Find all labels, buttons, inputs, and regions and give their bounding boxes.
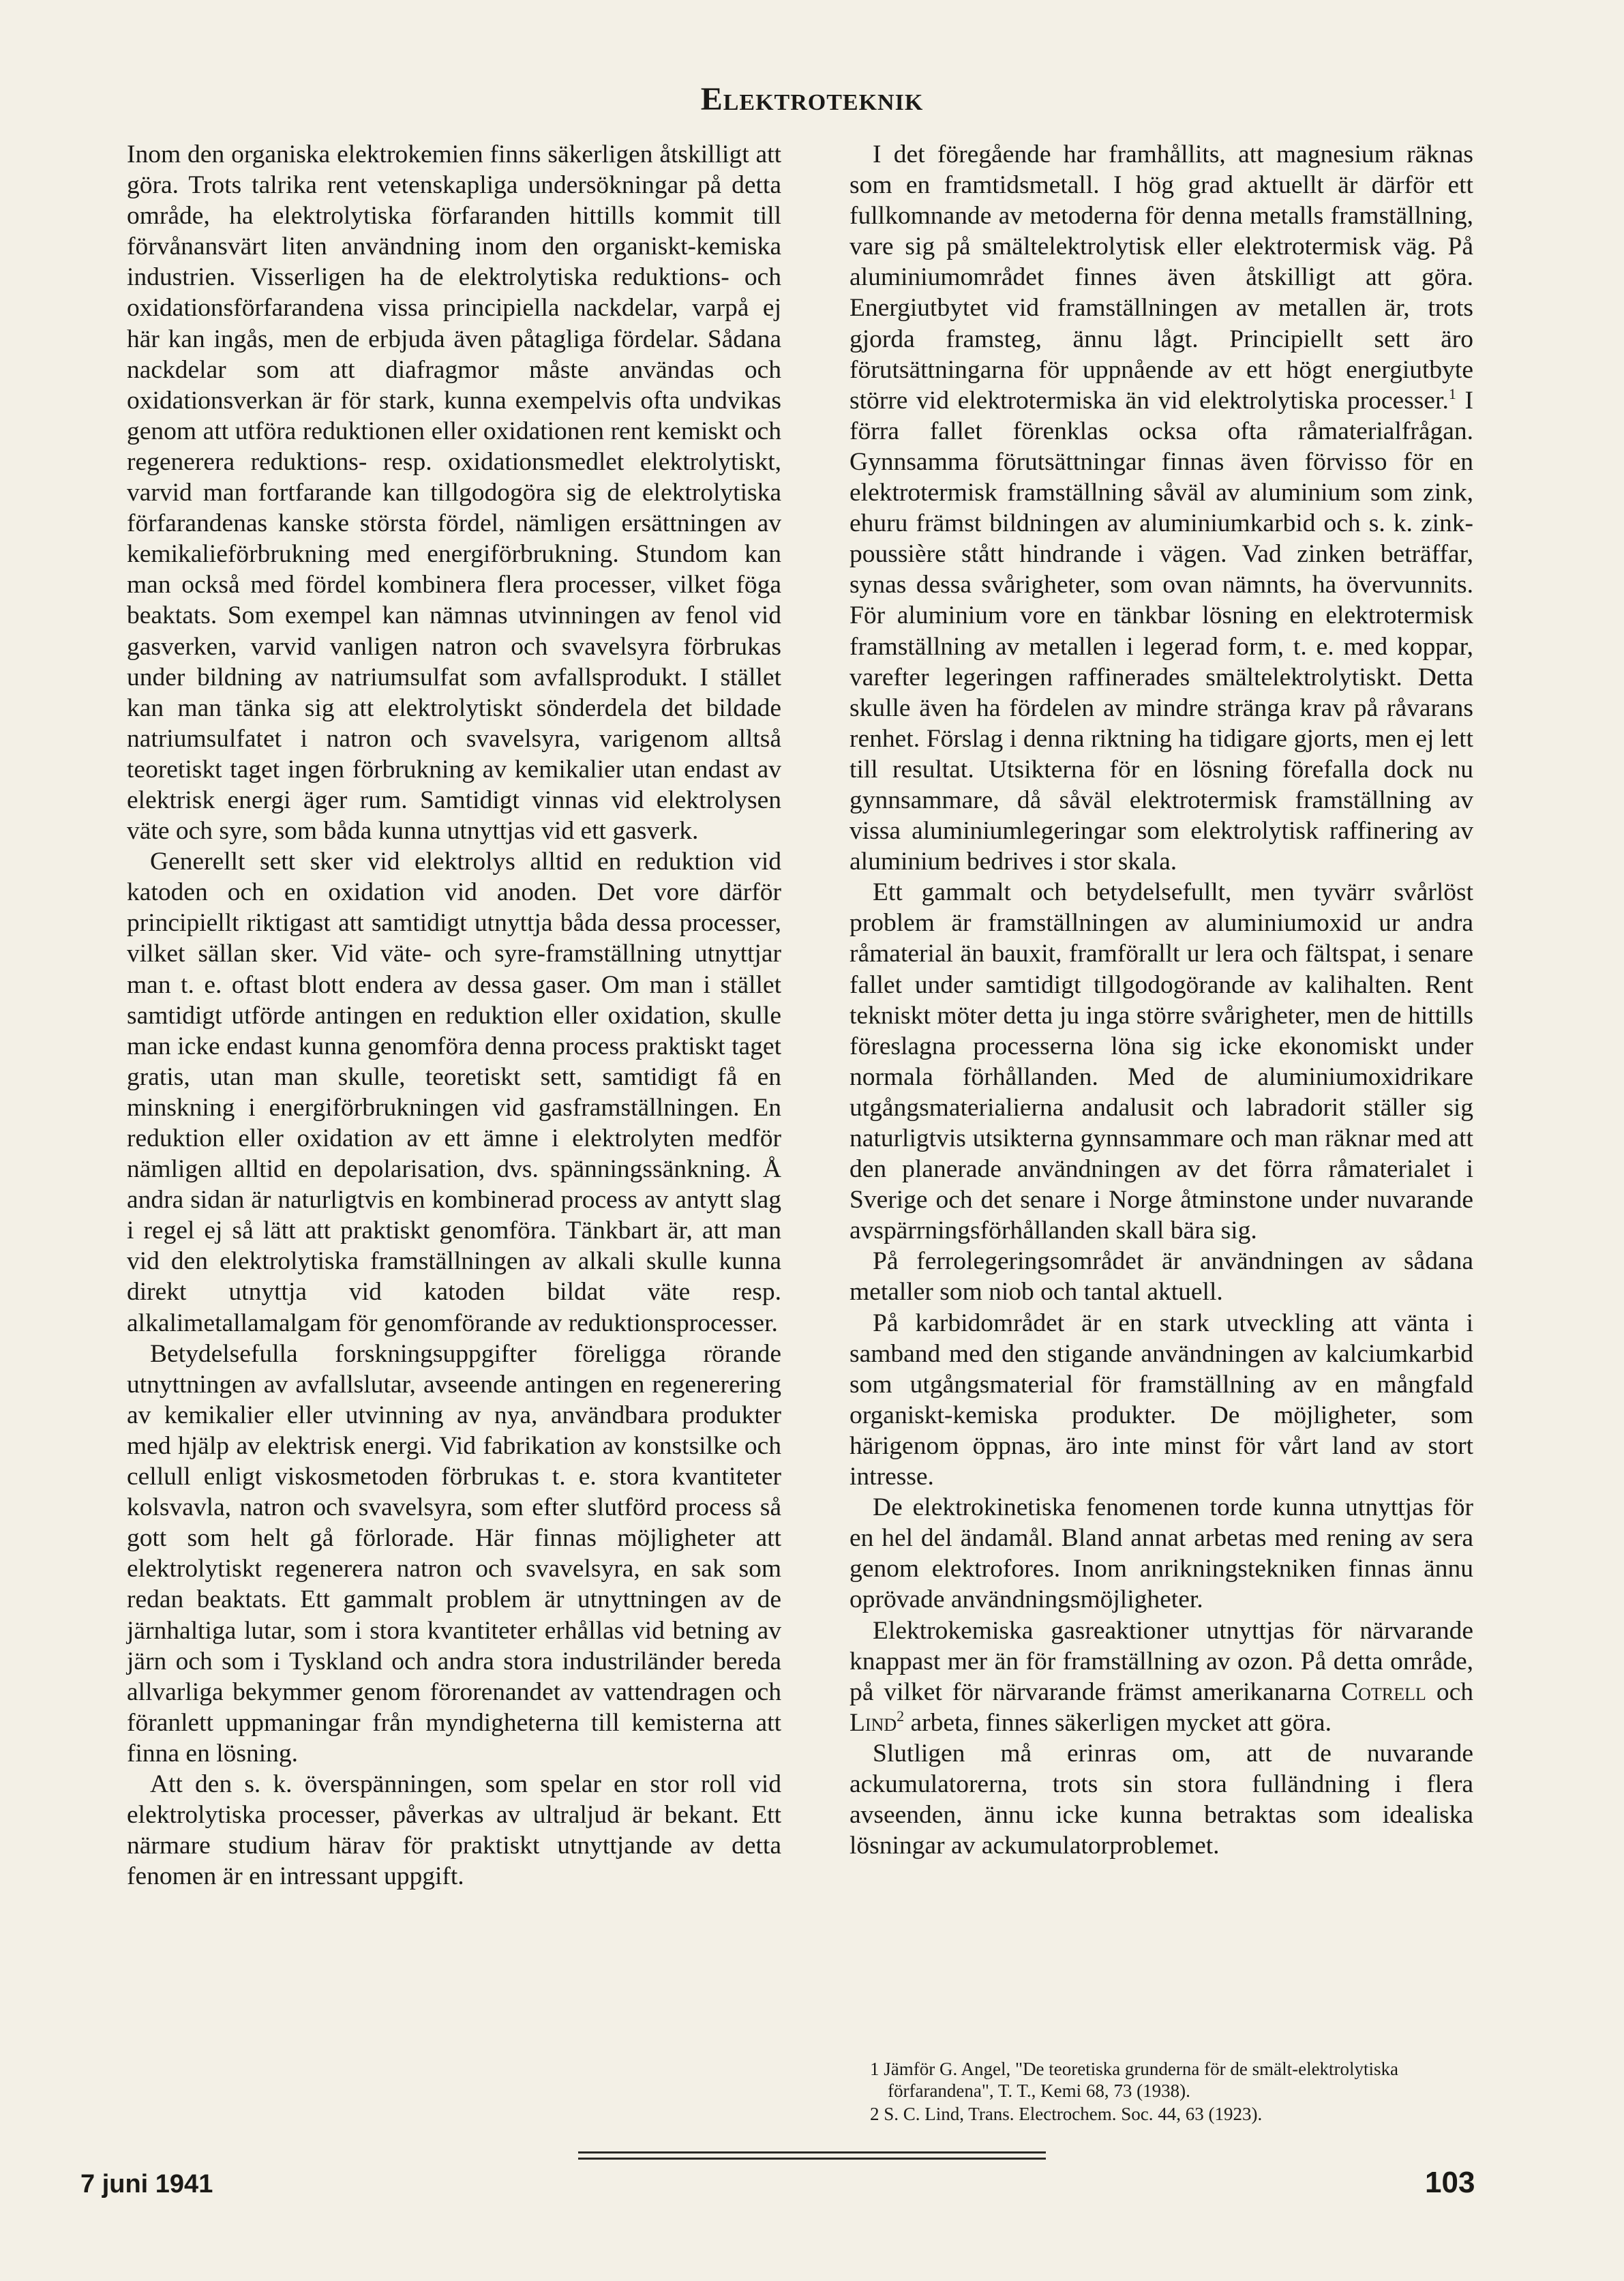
paragraph — [849, 139, 1473, 877]
person-name: Cotrell — [1341, 1678, 1426, 1706]
paragraph — [849, 1615, 1473, 1738]
left-column — [127, 139, 781, 1892]
paragraph-text: I förra fallet förenklas ocksa ofta råmaterialfrågan. Gynnsamma förutsättningar finnas även förvisso för en elektrotermisk framställning såväl av aluminium som zink, ehuru främst bildningen av aluminiumkarbid och s. k. zink-poussière stått hindrande i vägen. Vad zinken beträffar, synas dessa svårigheter, som ovan nämnts, ha övervunnits. För aluminium vore en tänkbar lösning en elektrotermisk framställning av metallen i legerad form, t. e. med koppar, varefter legeringen raffinerades smältelektrolytiskt. Detta skulle även ha fördelen av mindre stränga krav på råvarans renhet. Förslag i denna riktning ha tidigare gjorts, men ej lett till resultat. Utsikterna för en lösning förefalla dock nu gynnsammare, då såväl elektrotermisk framställning av vissa aluminiumlegeringar som elektrolytisk raffinering av aluminium bedrives i stor skala. — [849, 386, 1473, 876]
paragraph: Att den s. k. överspänningen, som spelar en stor roll vid elektrolytiska processer, påverkas av ultraljud är bekant. Ett närmare studium härav för praktiskt utnyttjande av detta fenomen är en intressant uppgift. — [127, 1770, 781, 1891]
person-name: Lind — [849, 1708, 897, 1737]
paragraph: De elektrokinetiska fenomenen torde kunna utnyttjas för en hel del ändamål. Bland annat arbetas med rening av sera genom elektrofores. Inom anrikningstekniken finnas ännu oprövade användningsmöjligheter. — [849, 1493, 1473, 1614]
paragraph-text: Elektrokemiska gasreaktioner utnyttjas för närvarande knappast mer än för framställning av ozon. På detta område, på vilket för närvarande främst amerikanarna — [849, 1616, 1473, 1706]
footnotes — [849, 2058, 1473, 2126]
right-column — [849, 139, 1473, 1861]
paragraph-text: arbeta, finnes säkerligen mycket att göra. — [904, 1708, 1332, 1737]
issue-date: 7 juni 1941 — [80, 2170, 213, 2198]
footnote: 2 S. C. Lind, Trans. Electrochem. Soc. 44, 63 (1923). — [870, 2104, 1263, 2124]
paragraph: Ett gammalt och betydelsefullt, men tyvärr svårlöst problem är framställningen av aluminiumoxid ur andra råmaterial än bauxit, framförallt ur lera och fältspat, i senare fallet under samtidigt tillgodogörande av kalihalten. Rent tekniskt möter detta ju inga större svårigheter, men de hittills föreslagna processerna löna sig icke ekonomiskt under normala förhållanden. Med de aluminiumoxidrikare utgångsmaterialierna andalusit och labradorit ställer sig naturligtvis utsikterna gynnsammare och man räknar med att den planerade användningen av det förra råmaterialet i Sverige och det senare i Norge åtminstone under nuvarande avspärrningsförhållanden skall bära sig. — [849, 878, 1473, 1245]
footnote-marker: 1 — [1448, 385, 1456, 402]
paragraph: Betydelsefulla forskningsuppgifter föreligga rörande utnyttningen av avfallslutar, avseende antingen en regenerering av kemikalier eller utvinning av nya, användbara produkter med hjälp av elektrisk energi. Vid fabrikation av konstsilke och cellull enligt viskosmetoden förbrukas t. e. stora kvantiteter kolsvavla, natron och svavelsyra, som efter slutförd process så gott som helt gå förlorade. Här finnas möjligheter att elektrolytiskt regenerera natron och svavelsyra, en sak som redan beaktats. Ett gammalt problem är utnyttningen av de järnhaltiga lutar, som i stora kvantiteter erhållas vid betning av järn och som i Tyskland och andra stora industriländer bereda allvarliga bekymmer genom förorenandet av vattendragen och föranlett uppmaningar från myndigheterna till kemisterna att finna en lösning. — [127, 1339, 781, 1768]
paragraph-text: och — [1426, 1678, 1473, 1706]
page-number: 103 — [1425, 2166, 1475, 2199]
paragraph: Inom den organiska elektrokemien finns säkerligen åtskilligt att göra. Trots talrika rent vetenskapliga undersökningar på detta område, ha elektrolytiska förfaranden hittills kommit till förvånansvärt liten användning inom den organiskt-kemiska industrien. Visserligen ha de elektrolytiska reduktions- och oxidationsförfarandena vissa principiella nackdelar, varpå ej här kan ingås, men de erbjuda även påtagliga fördelar. Sådana nackdelar som att diafragmor måste användas och oxidationsverkan är för stark, kunna exempelvis ofta undvikas genom att utföra reduktionen eller oxidationen rent kemiskt och regenerera reduktions- resp. oxidationsmedlet elektrolytiskt, varvid man fortfarande kan tillgodogöra sig de elektrolytiska förfarandenas kanske största fördel, nämligen ersättningen av kemikalieförbrukning med energiförbrukning. Stundom kan man också med fördel kombinera flera processer, vilket föga beaktats. Som exempel kan nämnas utvinningen av fenol vid gasverken, varvid vanligen natron och svavelsyra förbrukas under bildning av natriumsulfat som avfallsprodukt. I stället kan man tänka sig att elektrolytiskt sönderdela det bildade natriumsulfatet i natron och svavelsyra, varigenom alltså teoretiskt taget ingen förbrukning av kemikalier utan endast av elektrisk energi äger rum. Samtidigt vinnas vid elektrolysen väte och syre, som båda kunna utnyttjas vid ett gasverk. — [127, 140, 781, 846]
paragraph-text: I det föregående har framhållits, att magnesium räknas som en framtidsmetall. I hög grad aktuellt är därför ett fullkomnande av metoderna för denna metalls framställning, vare sig på smältelektrolytisk eller elektrotermisk väg. På aluminiumområdet finnes även åtskilligt att göra. Energiutbytet vid framställningen av metallen är, trots gjorda framsteg, ännu lågt. Principiellt sett äro förutsättningarna för uppnående av ett högt energiutbyte större vid elektrotermiska än vid elektrolytiska processer. — [849, 140, 1473, 415]
divider — [578, 2151, 1046, 2153]
paragraph: Slutligen må erinras om, att de nuvarande ackumulatorerna, trots sin stora fulländning i flera avseenden, ännu icke kunna betraktas som idealiska lösningar av ackumulatorproblemet. — [849, 1739, 1473, 1860]
section-header: Elektroteknik — [700, 81, 924, 117]
paragraph: På ferrolegeringsområdet är användningen av sådana metaller som niob och tantal aktuell. — [849, 1247, 1473, 1307]
divider — [578, 2158, 1046, 2160]
footnote-marker: 2 — [897, 1707, 905, 1725]
paragraph: På karbidområdet är en stark utveckling att vänta i samband med den stigande användningen av kalciumkarbid som utgångsmaterial för framställning av en mångfald organiskt-kemiska produkter. De möjligheter, som härigenom öppnas, äro inte minst för vårt land av stort intresse. — [849, 1309, 1473, 1491]
footnote: 1 Jämför G. Angel, "De teoretiska grunderna för de smält-elektrolytiska förfarandena", T. T., Kemi 68, 73 (1938). — [870, 2059, 1399, 2101]
paragraph: Generellt sett sker vid elektrolys alltid en reduktion vid katoden och en oxidation vid anoden. Det vore därför principiellt riktigast att samtidigt utnyttja båda dessa processer, vilket sällan sker. Vid väte- och syre-framställning utnyttjar man t. e. oftast blott endera av dessa gaser. Om man i stället samtidigt utförde antingen en reduktion eller oxidation, skulle man icke endast kunna genomföra denna process praktiskt taget gratis, utan man skulle, teoretiskt sett, samtidigt få en minskning i energiförbrukningen vid gasframställningen. En reduktion eller oxidation av ett ämne i elektrolyten medför nämligen alltid en depolarisation, dvs. spänningssänkning. Å andra sidan är naturligtvis en kombinerad process av antytt slag i regel ej så lätt att praktiskt genomföra. Tänkbart är, att man vid den elektrolytiska framställningen av alkali skulle kunna direkt utnyttja vid katoden bildat väte resp. alkalimetallamalgam för genomförande av reduktionsprocesser. — [127, 848, 781, 1337]
